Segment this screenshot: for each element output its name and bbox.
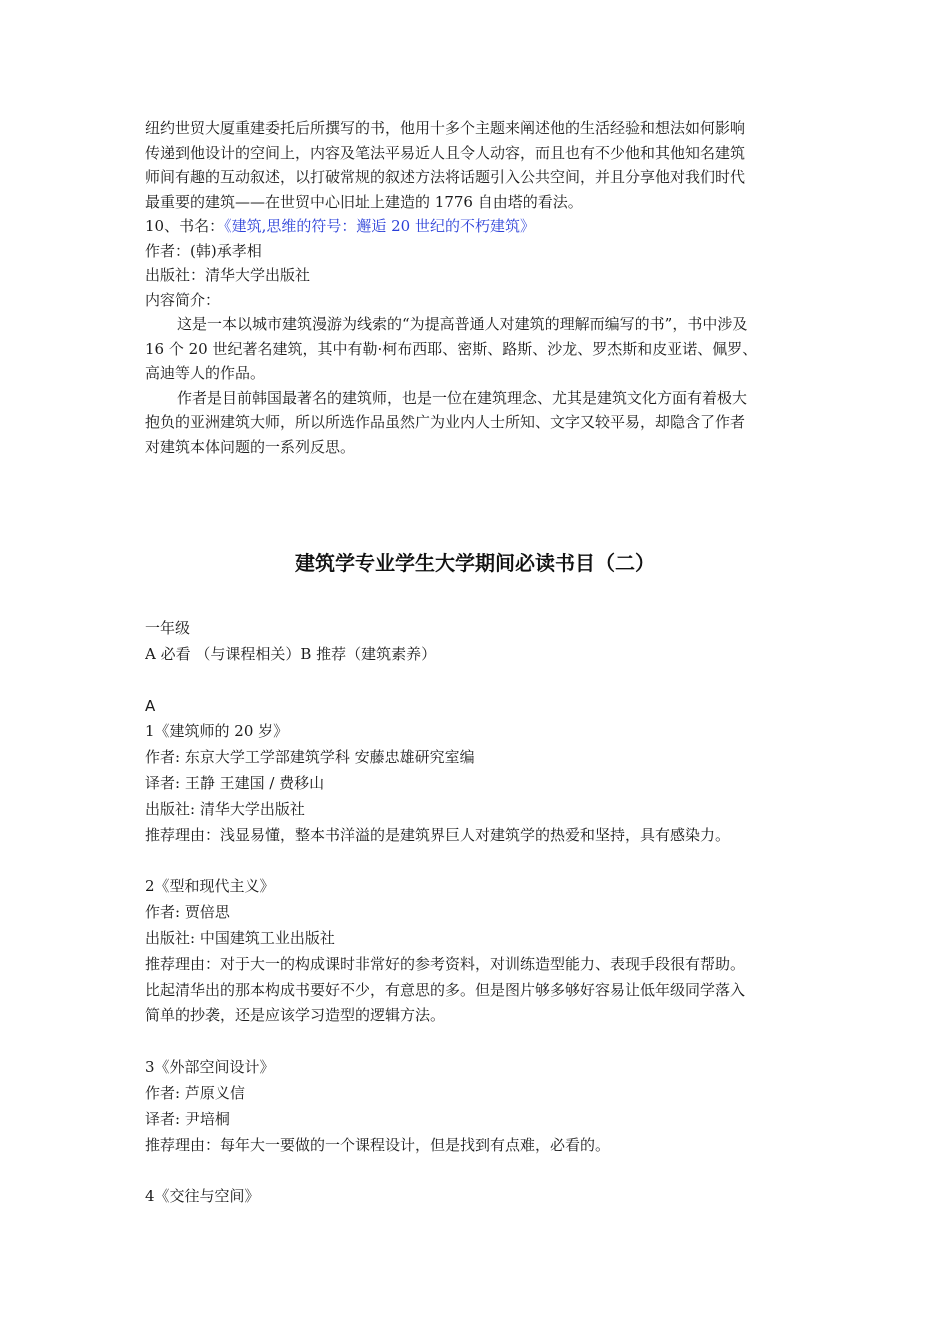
category-a-label: A (145, 696, 156, 715)
paragraph-line: 传递到他设计的空间上，内容及笔法平易近人且令人动容，而且也有不少他和其他知名建筑 (145, 143, 746, 162)
paragraph-line: 最重要的建筑——在世贸中心旧址上建造的 1776 自由塔的看法。 (145, 192, 583, 211)
book-detail-line: 出版社: 清华大学出版社 (145, 799, 305, 818)
book-detail-line: 译者: 尹培桐 (145, 1109, 230, 1128)
book-detail-line: 作者: 贾倍思 (145, 903, 230, 922)
reading-list (145, 616, 810, 1210)
section-title: 建筑学专业学生大学期间必读书目（二） (295, 551, 655, 575)
book-detail-line: 作者: 芦原义信 (145, 1083, 245, 1102)
book-10-intro-label: 内容简介： (145, 290, 221, 309)
intro-line: 抱负的亚洲建筑大师，所以所选作品虽然广为业内人士所知、文字又较平易，却隐含了作者 (145, 413, 746, 431)
book-detail-line: 出版社: 中国建筑工业出版社 (145, 928, 335, 947)
book-title: 1《建筑师的 20 岁》 (145, 722, 289, 741)
previous-book-section (145, 116, 810, 459)
book-10-title-link[interactable]: 《建筑,思维的符号：邂逅 20 世纪的不朽建筑》 (224, 217, 535, 235)
book-detail-line: 译者: 王静 王建国 / 费移山 (145, 773, 325, 792)
intro-line: 这是一本以城市建筑漫游为线索的“为提高普通人对建筑的理解而编写的书”，书中涉及 (177, 315, 748, 333)
book-10-title-line (145, 214, 810, 239)
book-10-author: 作者：(韩)承孝相 (145, 241, 262, 260)
book-detail-line: 推荐理由：每年大一要做的一个课程设计，但是找到有点难，必看的。 (145, 1135, 611, 1154)
intro-line: 对建筑本体问题的一系列反思。 (145, 437, 356, 456)
legend-line: A 必看 （与课程相关）B 推荐（建筑素养） (145, 644, 437, 663)
intro-line: 作者是目前韩国最著名的建筑师，也是一位在建筑理念、尤其是建筑文化方面有着极大 (177, 388, 748, 407)
paragraph-line: 纽约世贸大厦重建委托后所撰写的书，他用十多个主题来阐述他的生活经验和想法如何影响 (145, 119, 746, 137)
book-detail-line: 简单的抄袭，还是应该学习造型的逻辑方法。 (145, 1006, 446, 1025)
book-10-publisher: 出版社：清华大学出版社 (145, 266, 311, 284)
grade-label: 一年级 (145, 619, 191, 637)
book-title: 4《交往与空间》 (145, 1187, 260, 1206)
book-title: 3《外部空间设计》 (145, 1058, 275, 1077)
book-10-prefix: 10、书名： (145, 217, 225, 235)
paragraph-line: 师间有趣的互动叙述，以打破常规的叙述方法将话题引入公共空间，并且分享他对我们时代 (145, 168, 746, 186)
book-detail-line: 作者: 东京大学工学部建筑学科 安藤忠雄研究室编 (145, 748, 475, 767)
intro-line: 高迪等人的作品。 (145, 364, 266, 382)
book-detail-line: 比起清华出的那本构成书要好不少，有意思的多。但是图片够多够好容易让低年级同学落入 (145, 980, 746, 999)
book-detail-line: 推荐理由：对于大一的构成课时非常好的参考资料，对训练造型能力、表现手段很有帮助。 (145, 954, 746, 973)
book-detail-line: 推荐理由：浅显易懂，整本书洋溢的是建筑界巨人对建筑学的热爱和坚持，具有感染力。 (145, 825, 731, 844)
intro-line: 16 个 20 世纪著名建筑，其中有勒·柯布西耶、密斯、路斯、沙龙、罗杰斯和皮亚诺、佩罗、 (145, 339, 758, 358)
book-title: 2《型和现代主义》 (145, 877, 275, 896)
